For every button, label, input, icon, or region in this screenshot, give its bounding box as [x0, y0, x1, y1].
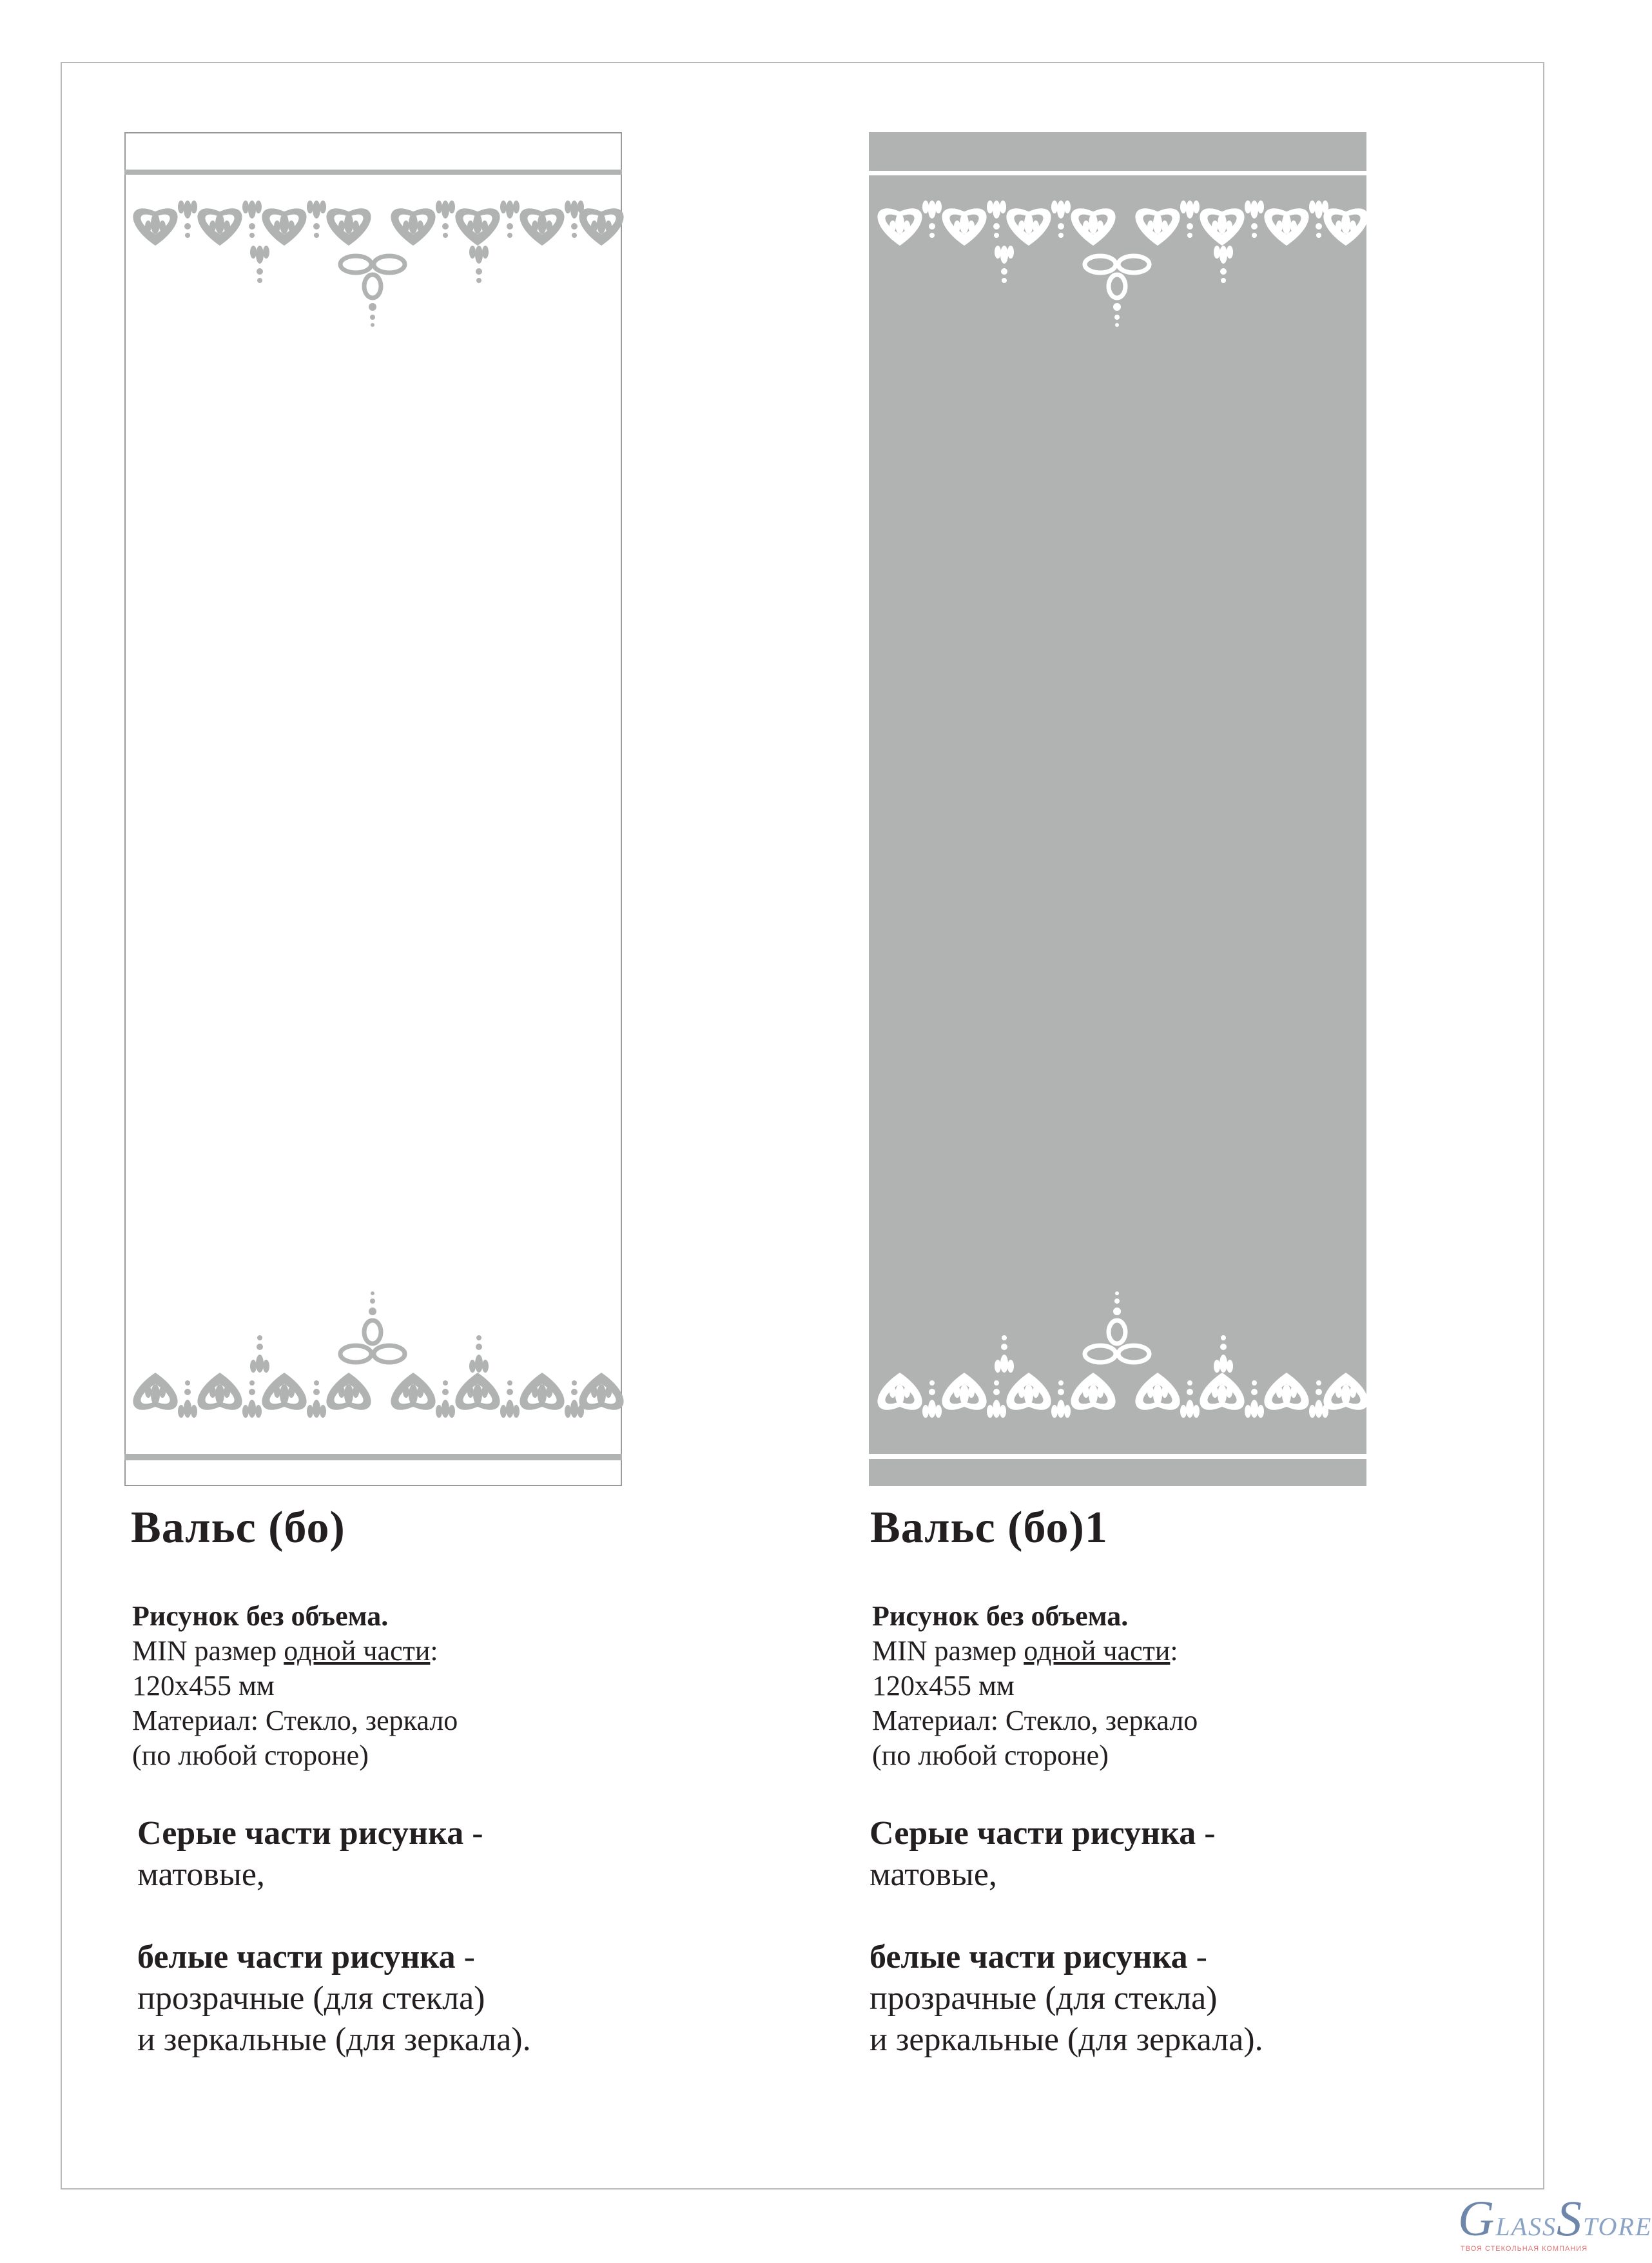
- spec-size: 120х455 мм: [132, 1670, 275, 1701]
- design-title: Вальс (бо)1: [870, 1503, 1108, 1553]
- legend-grey-label: Серые части рисунка: [870, 1815, 1196, 1852]
- spec-min-suffix: :: [1170, 1635, 1178, 1667]
- ornament-svg-left: [124, 132, 622, 1486]
- spec-heading: Рисунок без объема.: [132, 1600, 389, 1632]
- logo-wordmark: GLASSSTORE: [1458, 2190, 1652, 2246]
- legend-grey-label: Серые части рисунка: [137, 1815, 464, 1852]
- spec-min-suffix: :: [430, 1635, 438, 1667]
- spec-material: Материал: Стекло, зеркало: [872, 1705, 1198, 1736]
- legend-grey-line: [870, 1813, 1263, 1854]
- spec-heading: Рисунок без объема.: [872, 1600, 1129, 1632]
- legend-white-value-2: и зеркальные (для зеркала).: [870, 2021, 1263, 2058]
- spec-block: [132, 1599, 458, 1773]
- legend-white-line: [137, 1937, 531, 1978]
- legend-block: [870, 1813, 1263, 2061]
- spec-min-underlined: одной части: [1024, 1635, 1171, 1667]
- legend-white-value-1: прозрачные (для стекла): [137, 1980, 485, 2017]
- spec-material: Материал: Стекло, зеркало: [132, 1705, 458, 1736]
- legend-grey-dash: -: [463, 1815, 483, 1852]
- spec-min-size-line: [132, 1634, 458, 1669]
- legend-grey-value: матовые,: [137, 1856, 265, 1893]
- spec-size: 120х455 мм: [872, 1670, 1015, 1701]
- legend-grey-line: [137, 1813, 531, 1854]
- logo-tagline: ТВОЯ СТЕКОЛЬНАЯ КОМПАНИЯ: [1461, 2245, 1588, 2253]
- legend-grey-dash: -: [1196, 1815, 1216, 1852]
- legend-white-line: [870, 1937, 1263, 1978]
- design-preview-right: [869, 132, 1366, 1486]
- legend-block: [137, 1813, 531, 2061]
- design-title: Вальс (бо): [131, 1503, 345, 1553]
- company-logo: [1458, 2186, 1652, 2257]
- legend-white-label: белые части рисунка: [870, 1939, 1188, 1975]
- legend-white-dash: -: [455, 1939, 475, 1975]
- ornament-svg-right: [869, 132, 1366, 1486]
- spec-material-note: (по любой стороне): [132, 1739, 369, 1771]
- spec-min-size-line: [872, 1634, 1198, 1669]
- legend-white-value-2: и зеркальные (для зеркала).: [137, 2021, 531, 2058]
- spec-block: [872, 1599, 1198, 1773]
- spec-min-underlined: одной части: [284, 1635, 431, 1667]
- legend-grey-value: матовые,: [870, 1856, 997, 1893]
- spec-min-prefix: MIN размер: [872, 1635, 1024, 1667]
- legend-white-label: белые части рисунка: [137, 1939, 456, 1975]
- spec-min-prefix: MIN размер: [132, 1635, 284, 1667]
- spec-material-note: (по любой стороне): [872, 1739, 1109, 1771]
- legend-white-value-1: прозрачные (для стекла): [870, 1980, 1218, 2017]
- legend-white-dash: -: [1187, 1939, 1207, 1975]
- design-preview-left: [124, 132, 622, 1486]
